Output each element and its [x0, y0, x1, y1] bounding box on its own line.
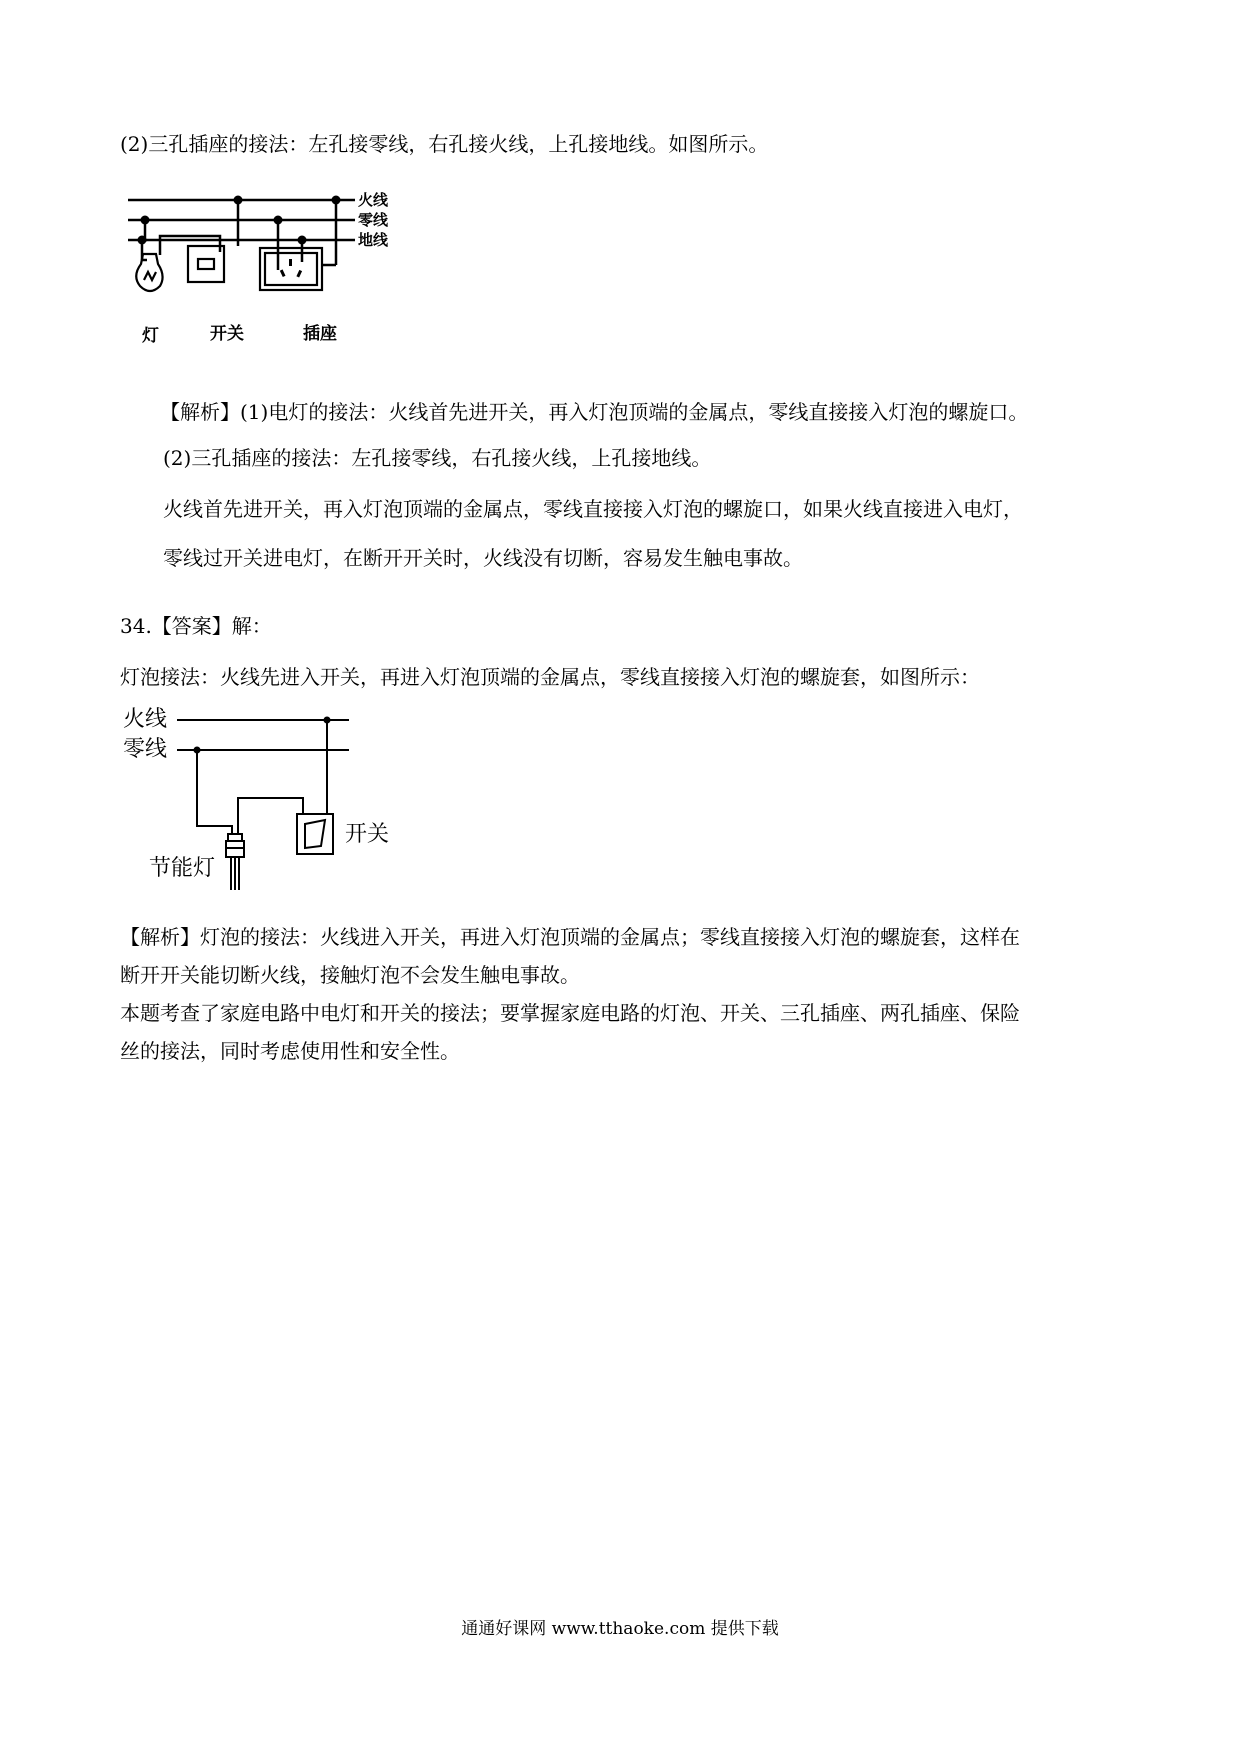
label-switch: 开关 [210, 324, 244, 344]
label-neutral: 零线 [123, 737, 168, 762]
analysis1-line4: 零线过开关进电灯，在断开开关时，火线没有切断，容易发生触电事故。 [163, 546, 803, 570]
switch-icon [297, 814, 333, 854]
label-lamp: 灯 [142, 326, 159, 346]
analysis1-line3: 火线首先进开关，再入灯泡顶端的金属点，零线直接接入灯泡的螺旋口，如果火线直接进入电灯， [163, 497, 1023, 521]
circuit-diagram-1 [120, 180, 420, 370]
analysis1-line2: (2)三孔插座的接法：左孔接零线，右孔接火线，上孔接地线。 [163, 446, 712, 470]
label-ground: 地线 [358, 231, 389, 249]
lamp-icon [136, 254, 162, 291]
switch-icon [188, 246, 224, 282]
analysis2-line4: 丝的接法，同时考虑使用性和安全性。 [120, 1039, 460, 1063]
part2-heading: (2)三孔插座的接法：左孔接零线，右孔接火线，上孔接地线。如图所示。 [120, 132, 769, 156]
q34-method: 灯泡接法：火线先进入开关，再进入灯泡顶端的金属点，零线直接接入灯泡的螺旋套，如图所示： [120, 665, 980, 689]
label-live: 火线 [358, 191, 389, 209]
label-neutral: 零线 [358, 211, 389, 229]
analysis2-line3: 本题考查了家庭电路中电灯和开关的接法；要掌握家庭电路的灯泡、开关、三孔插座、两孔插座、保险 [120, 1001, 1020, 1025]
analysis2-line1: 【解析】灯泡的接法：火线进入开关，再进入灯泡顶端的金属点；零线直接接入灯泡的螺旋套，这样在 [120, 925, 1020, 949]
label-switch: 开关 [345, 822, 390, 847]
analysis2-line2: 断开开关能切断火线，接触灯泡不会发生触电事故。 [120, 963, 580, 987]
circuit-diagram-2 [115, 700, 415, 890]
q34-answer: 34.【答案】解： [120, 614, 272, 638]
socket-icon [260, 248, 322, 290]
label-socket: 插座 [303, 324, 337, 344]
label-live: 火线 [123, 707, 168, 732]
page-footer: 通通好课网 www.tthaoke.com 提供下载 [461, 1619, 779, 1639]
energy-saving-lamp-icon [226, 834, 244, 890]
analysis1-line1: 【解析】(1)电灯的接法：火线首先进开关，再入灯泡顶端的金属点，零线直接接入灯泡的螺旋口。 [160, 400, 1029, 424]
label-lamp: 节能灯 [149, 856, 216, 881]
